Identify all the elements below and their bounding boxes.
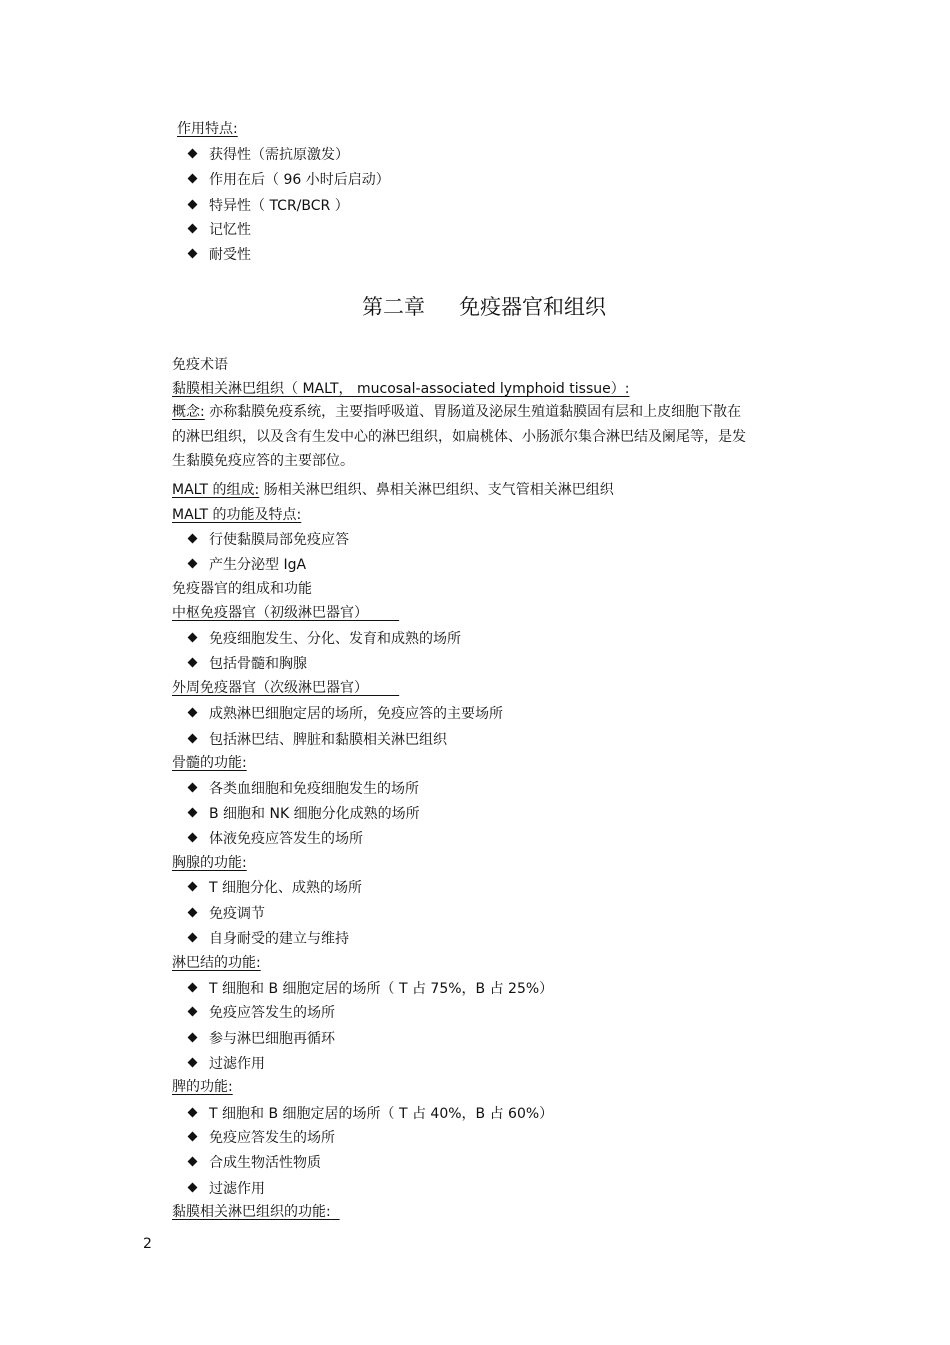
diamond-bullet-icon (188, 633, 198, 643)
list-item: 获得性（需抗原激发） (189, 146, 349, 164)
peripheral-organs-label: 外周免疫器官（次级淋巴器官） (172, 680, 368, 696)
marrow-label: 骨髓的功能: (172, 755, 247, 771)
malt-function-label: MALT 的功能及特点: (172, 507, 302, 523)
diamond-bullet-icon (188, 734, 198, 744)
list-item: B 细胞和 NK 细胞分化成熟的场所 (189, 805, 420, 823)
chapter-name: 免疫器官和组织 (459, 295, 606, 319)
lymphnode-label: 淋巴结的功能: (172, 955, 261, 971)
list-item: T 细胞分化、成熟的场所 (189, 879, 362, 897)
diamond-bullet-icon (188, 249, 198, 259)
list-item: 产生分泌型 IgA (189, 556, 306, 574)
diamond-bullet-icon (188, 1157, 198, 1167)
diamond-bullet-icon (188, 1132, 198, 1142)
list-item: 过滤作用 (189, 1055, 265, 1073)
diamond-bullet-icon (188, 559, 198, 569)
malt-function-heading: 黏膜相关淋巴组织的功能: (172, 1204, 331, 1220)
malt-heading: 黏膜相关淋巴组织（ MALT， mucosal-associated lymphoid tissue）: (172, 381, 630, 397)
terms-heading: 免疫术语 (172, 357, 228, 373)
list-item: 合成生物活性物质 (189, 1154, 321, 1172)
concept-text: 亦称黏膜免疫系统，主要指呼吸道、胃肠道及泌尿生殖道黏膜固有层和上皮细胞下散在的淋巴组织，以及含有生发中心的淋巴组织，如扁桃体、小肠派尔集合淋巴结及阑尾等，是发生黏膜免疫应答的主要部位。 (172, 404, 746, 469)
list-item: 作用在后（ 96 小时后启动） (189, 171, 390, 189)
list-item: 免疫应答发生的场所 (189, 1129, 335, 1147)
list-item: 特异性（ TCR/BCR ） (189, 197, 349, 215)
diamond-bullet-icon (188, 1007, 198, 1017)
diamond-bullet-icon (188, 833, 198, 843)
concept-paragraph (172, 400, 752, 474)
composition-label: MALT 的组成: (172, 482, 260, 498)
diamond-bullet-icon (188, 200, 198, 210)
list-item: 各类血细胞和免疫细胞发生的场所 (189, 780, 419, 798)
list-item: 包括淋巴结、脾脏和黏膜相关淋巴组织 (189, 731, 447, 749)
list-item: 过滤作用 (189, 1180, 265, 1198)
list-item: T 细胞和 B 细胞定居的场所（ T 占 40%，B 占 60%） (189, 1105, 553, 1123)
diamond-bullet-icon (188, 983, 198, 993)
concept-label: 概念: (172, 404, 205, 420)
list-item: 记忆性 (189, 221, 251, 239)
section-heading: 作用特点: (177, 121, 238, 137)
diamond-bullet-icon (188, 933, 198, 943)
list-item: 耐受性 (189, 246, 251, 264)
diamond-bullet-icon (188, 1058, 198, 1068)
list-item: 行使黏膜局部免疫应答 (189, 531, 349, 549)
list-item: T 细胞和 B 细胞定居的场所（ T 占 75%，B 占 25%） (189, 980, 553, 998)
list-item: 自身耐受的建立与维持 (189, 930, 349, 948)
spleen-label: 脾的功能: (172, 1079, 233, 1095)
list-item: 免疫应答发生的场所 (189, 1004, 335, 1022)
list-item: 体液免疫应答发生的场所 (189, 830, 363, 848)
central-organs-label: 中枢免疫器官（初级淋巴器官） (172, 605, 368, 621)
list-item: 免疫调节 (189, 905, 265, 923)
diamond-bullet-icon (188, 808, 198, 818)
organs-heading: 免疫器官的组成和功能 (172, 581, 312, 597)
diamond-bullet-icon (188, 783, 198, 793)
chapter-number: 第二章 (362, 295, 425, 319)
diamond-bullet-icon (188, 882, 198, 892)
diamond-bullet-icon (188, 1183, 198, 1193)
diamond-bullet-icon (188, 708, 198, 718)
diamond-bullet-icon (188, 149, 198, 159)
diamond-bullet-icon (188, 1108, 198, 1118)
page-number: 2 (143, 1236, 152, 1252)
malt-composition: MALT 的组成: 肠相关淋巴组织、鼻相关淋巴组织、支气管相关淋巴组织 (172, 482, 614, 498)
thymus-label: 胸腺的功能: (172, 855, 247, 871)
diamond-bullet-icon (188, 1033, 198, 1043)
diamond-bullet-icon (188, 534, 198, 544)
list-item: 参与淋巴细胞再循环 (189, 1030, 335, 1048)
diamond-bullet-icon (188, 908, 198, 918)
diamond-bullet-icon (188, 224, 198, 234)
list-item: 成熟淋巴细胞定居的场所，免疫应答的主要场所 (189, 705, 503, 723)
diamond-bullet-icon (188, 174, 198, 184)
list-item: 免疫细胞发生、分化、发育和成熟的场所 (189, 630, 461, 648)
diamond-bullet-icon (188, 658, 198, 668)
chapter-title (0, 294, 950, 320)
list-item: 包括骨髓和胸腺 (189, 655, 307, 673)
